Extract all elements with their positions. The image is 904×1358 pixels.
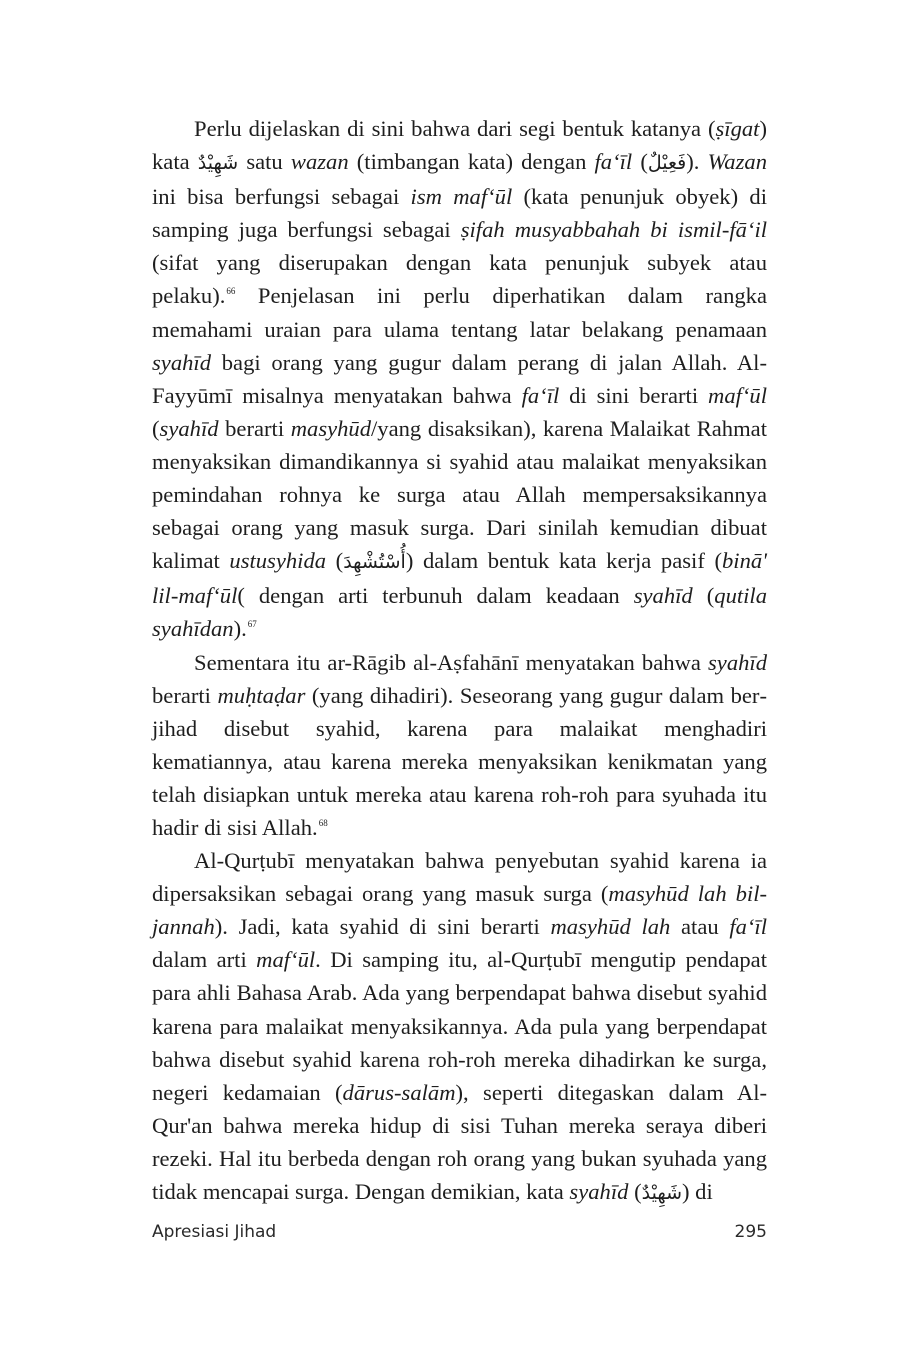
text-run: /yang disaksikan), karena Malaikat Rahmat menyaksikan dimandikannya si syahid atau malaikat menyaksikan pemindahan rohnya ke surga atau Allah mempersaksikannya sebagai orang yang masuk surga. Dari sinilah kemudian dibuat kalimat <box>152 415 767 574</box>
text-run: ( <box>692 583 715 609</box>
text-run: (yang dihadiri). Seseorang yang gugur dalam berjihad disebut syahid, karena para malaikat menghadiri kematiannya, atau karena mereka menyaksikan kenikmatan yang telah disiapkan untuk mereka atau karena roh-roh para syuhada itu hadir di sisi Allah. <box>152 682 767 840</box>
italic-term: syahīd <box>708 649 767 675</box>
text-run: ) kata <box>152 116 767 175</box>
text-run: Sementara itu ar-Rāgib al-Aṣfahānī menyatakan bahwa <box>194 649 708 675</box>
text-run: berarti <box>218 415 291 441</box>
italic-term: muḥtaḍar <box>217 682 306 708</box>
text-run: ). <box>686 149 708 175</box>
text-run: satu <box>238 149 291 175</box>
text-run: bagi orang yang gugur dalam perang di jalan Allah. Al-Fayyūmī misalnya menyatakan bahwa <box>152 349 767 408</box>
italic-term: fa‘īl <box>521 382 560 408</box>
italic-term: syahīd <box>152 349 211 375</box>
text-run: (timbangan kata) dengan <box>348 149 595 175</box>
text-run: ( <box>628 1179 642 1204</box>
arabic-term: شَهِيْدٌ <box>641 1182 682 1204</box>
italic-term: ṣīgat <box>715 116 760 141</box>
italic-term: maf‘ūl <box>708 382 767 408</box>
text-run: ( <box>326 548 344 574</box>
text-run: ( <box>152 415 160 441</box>
text-run: ( <box>632 149 648 175</box>
text-run: (kata penunjuk obyek) di samping juga berfungsi sebagai <box>152 184 768 243</box>
text-run: ). <box>233 616 247 642</box>
page-footer <box>152 1222 767 1242</box>
italic-term: ṣifah musyabbahah bi ismil-fā‘il <box>460 217 767 243</box>
text-run: ). Jadi, kata syahid di sini berarti <box>214 914 551 940</box>
italic-term: Wazan <box>707 149 767 175</box>
italic-term: masyhūd lah bil-jannah <box>152 881 768 940</box>
italic-term: ustusyhida <box>229 548 327 574</box>
footnote-ref: 67 <box>247 619 257 630</box>
text-run: (sifat yang diserupakan dengan kata penunjuk subyek atau pelaku). <box>152 250 767 309</box>
paragraph <box>152 844 767 1210</box>
text-run: ) di <box>682 1179 713 1204</box>
page-body <box>152 112 767 1210</box>
italic-term: syahīd <box>569 1179 629 1204</box>
text-run: ), seperti ditegaskan dalam Al-Qur'an bahwa mereka hidup di sisi Tuhan mereka seraya diberi rezeki. Hal itu berbeda dengan roh orang yang bukan syuhada yang tidak mencapai surga. Dengan demikian, kata <box>152 1079 767 1204</box>
italic-term: masyhūd lah <box>550 914 671 940</box>
paragraph <box>152 646 767 845</box>
italic-term: qutila syahīdan <box>152 583 767 642</box>
running-title: Apresiasi Jihad <box>152 1222 277 1242</box>
footnote-ref: 68 <box>318 817 328 828</box>
italic-term: maf‘ūl <box>256 947 316 973</box>
text-run: ) dalam bentuk kata kerja pasif ( <box>405 548 722 574</box>
arabic-term: شَهِيْدٌ <box>197 152 239 175</box>
text-run: Perlu dijelaskan di sini bahwa dari segi bentuk katanya ( <box>194 116 716 141</box>
footnote-ref: 66 <box>226 286 236 297</box>
italic-term: fa‘īl <box>729 914 767 940</box>
italic-term: fa‘īl <box>594 149 633 175</box>
italic-term: wazan <box>290 149 349 175</box>
text-run: di sini berarti <box>559 382 708 408</box>
text-run: ini bisa berfungsi sebagai <box>152 184 411 210</box>
italic-term: ism maf‘ūl <box>410 184 513 210</box>
arabic-term: أُسْتُشْهِدَ <box>343 551 406 574</box>
italic-term: binā' lil-maf‘ūl <box>152 548 767 609</box>
text-run: dalam arti <box>152 947 257 973</box>
text-run: Penjelasan ini perlu diperhatikan dalam rangka memahami uraian para ulama tentang latar belakang penamaan <box>152 283 767 342</box>
paragraph <box>152 112 767 646</box>
text-run: ( dengan arti terbunuh dalam keadaan <box>237 583 634 609</box>
page-number: 295 <box>734 1222 767 1242</box>
arabic-term: فَعِيْلٌ <box>647 152 687 175</box>
italic-term: dārus-salām <box>342 1079 456 1105</box>
italic-term: masyhūd <box>290 415 372 441</box>
italic-term: syahīd <box>159 415 219 441</box>
italic-term: syahīd <box>633 583 693 609</box>
text-run: Al-Qurṭubī menyatakan bahwa penyebutan syahid karena ia dipersaksikan sebagai orang yang masuk surga ( <box>152 848 767 907</box>
text-run: . Di samping itu, al-Qurṭubī mengutip pendapat para ahli Bahasa Arab. Ada yang berpendapat bahwa disebut syahid karena para malaikat menyaksikannya. Ada pula yang berpendapat bahwa disebut syahid karena roh-roh mereka dihadirkan ke surga, negeri kedamaian ( <box>152 947 767 1105</box>
text-run: atau <box>670 914 730 940</box>
text-run: berarti <box>152 682 218 708</box>
